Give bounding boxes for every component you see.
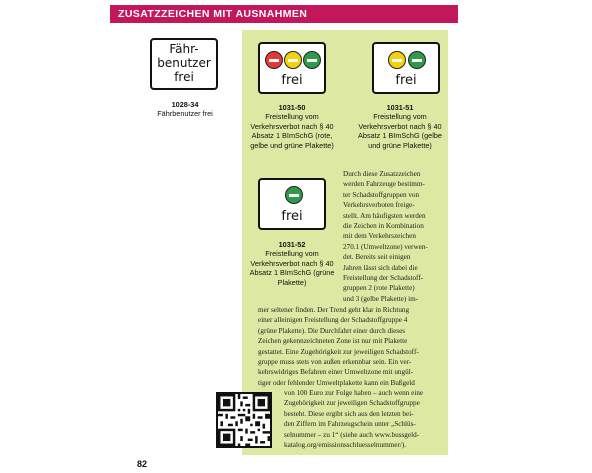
caption-1031-51: [354, 103, 446, 150]
yellow-plakette-icon: [388, 51, 406, 69]
sign-text: frei: [281, 73, 303, 88]
sign-caption: Freistellung vom Verkehrsverbot nach § 40 Absatz 1 BImSchG (gelbe und grüne Plakette): [358, 112, 442, 150]
sign-line-3: frei: [174, 70, 194, 84]
text-line: det. Bereits seit einigen: [343, 253, 411, 262]
qr-code[interactable]: [216, 392, 272, 448]
text-line: selnummer – zu 1“ (siehe auch www.bussgeld-: [284, 430, 420, 439]
text-line: Durch diese Zusatzzeichen: [343, 170, 421, 178]
text-line: gruppen 2 (rote Plakette): [343, 284, 415, 293]
text-line: kehrswidriges Befahren einer Umweltzone mit ungül-: [258, 368, 414, 377]
text-line: von 100 Euro zur Folge haben – auch wenn eine: [284, 389, 424, 397]
sign-caption: Freistellung vom Verkehrsverbot nach § 40 Absatz 1 BImSchG (rote, gelbe und grüne Plakette): [250, 112, 334, 150]
body-text-qr-column: [284, 388, 441, 450]
sign-code: 1031-50: [278, 103, 306, 112]
caption-1031-52: [246, 240, 338, 287]
text-line: Verkehrsverboten freige-: [343, 201, 415, 210]
text-line: (grüne Plakette). Die Durchfahrt einer durch dieses: [258, 326, 406, 335]
text-line: Freistellung der Schadstoff-: [343, 274, 424, 283]
sign-caption: Freistellung vom Verkehrsverbot nach § 40 Absatz 1 BImSchG (grüne Plakette): [249, 249, 335, 287]
sign-1031-52: [258, 178, 326, 230]
green-plakette-icon: [303, 51, 321, 69]
text-line: mit dem Verkehrszeichen: [343, 232, 416, 241]
sign-code: 1031-51: [386, 103, 414, 112]
text-line: den Ziffern im Fahrzeugschein unter „Schlüs-: [284, 420, 416, 429]
text-line: Jahren lässt sich dabei die: [343, 263, 418, 272]
sign-caption: Fährbenutzer frei: [157, 109, 213, 119]
text-line: werden Fahrzeuge bestimm-: [343, 180, 425, 189]
text-line: Zugehörigkeit zur jeweiligen Schadstoffgruppe: [284, 399, 420, 408]
sign-line-2: benutzer: [157, 56, 211, 70]
green-plakette-icon: [285, 186, 303, 204]
sign-text: frei: [281, 209, 303, 224]
text-line: besteht. Diese ergibt sich aus den letzten bei-: [284, 409, 414, 418]
body-text-full-width: [258, 305, 441, 388]
qr-code-icon: [218, 394, 270, 446]
red-plakette-icon: [265, 51, 283, 69]
page-number: 82: [137, 459, 148, 469]
section-header: ZUSATZZEICHEN MIT AUSNAHMEN: [110, 5, 458, 23]
sign-1031-50: [258, 42, 326, 94]
text-line: mer seltener finden. Der Trend geht klar in Richtung: [258, 306, 410, 314]
caption-1028-34: [130, 100, 240, 119]
body-text-column-right: [343, 169, 441, 304]
text-line: gruppe muss stets von außen erkennbar sein. Ein ver-: [258, 358, 412, 367]
sign-faehrbenutzer-frei: [150, 38, 218, 90]
text-line: katalog.org/emissionsschluesselnummer/).: [284, 441, 407, 450]
caption-1031-50: [245, 103, 339, 150]
sign-code: 1028-34: [171, 100, 199, 109]
text-line: Zeichen gekennzeichneten Zone ist nur mit Plakette: [258, 337, 408, 346]
text-line: tiger oder fehlender Umweltplakette kann ein Bußgeld: [258, 378, 415, 387]
sign-line-1: Fähr-: [169, 42, 199, 56]
sign-1031-51: [372, 42, 440, 94]
text-line: 270.1 (Umweltzone) verwen-: [343, 242, 428, 251]
text-line: einer alleinigen Freistellung der Schadstoffgruppe 4: [258, 316, 408, 325]
text-line: die Zeichen in Kombination: [343, 222, 424, 231]
green-plakette-icon: [408, 51, 426, 69]
text-line: und 3 (gelbe Plakette) im-: [343, 294, 419, 303]
sign-code: 1031-52: [278, 240, 306, 249]
text-line: gestattet. Eine Zugehörigkeit zur jeweiligen Schadstoff-: [258, 347, 419, 356]
sign-text: frei: [395, 73, 417, 88]
text-line: stellt. Am häufigsten werden: [343, 211, 426, 220]
yellow-plakette-icon: [284, 51, 302, 69]
text-line: ter Schadstoffgruppen von: [343, 190, 420, 199]
